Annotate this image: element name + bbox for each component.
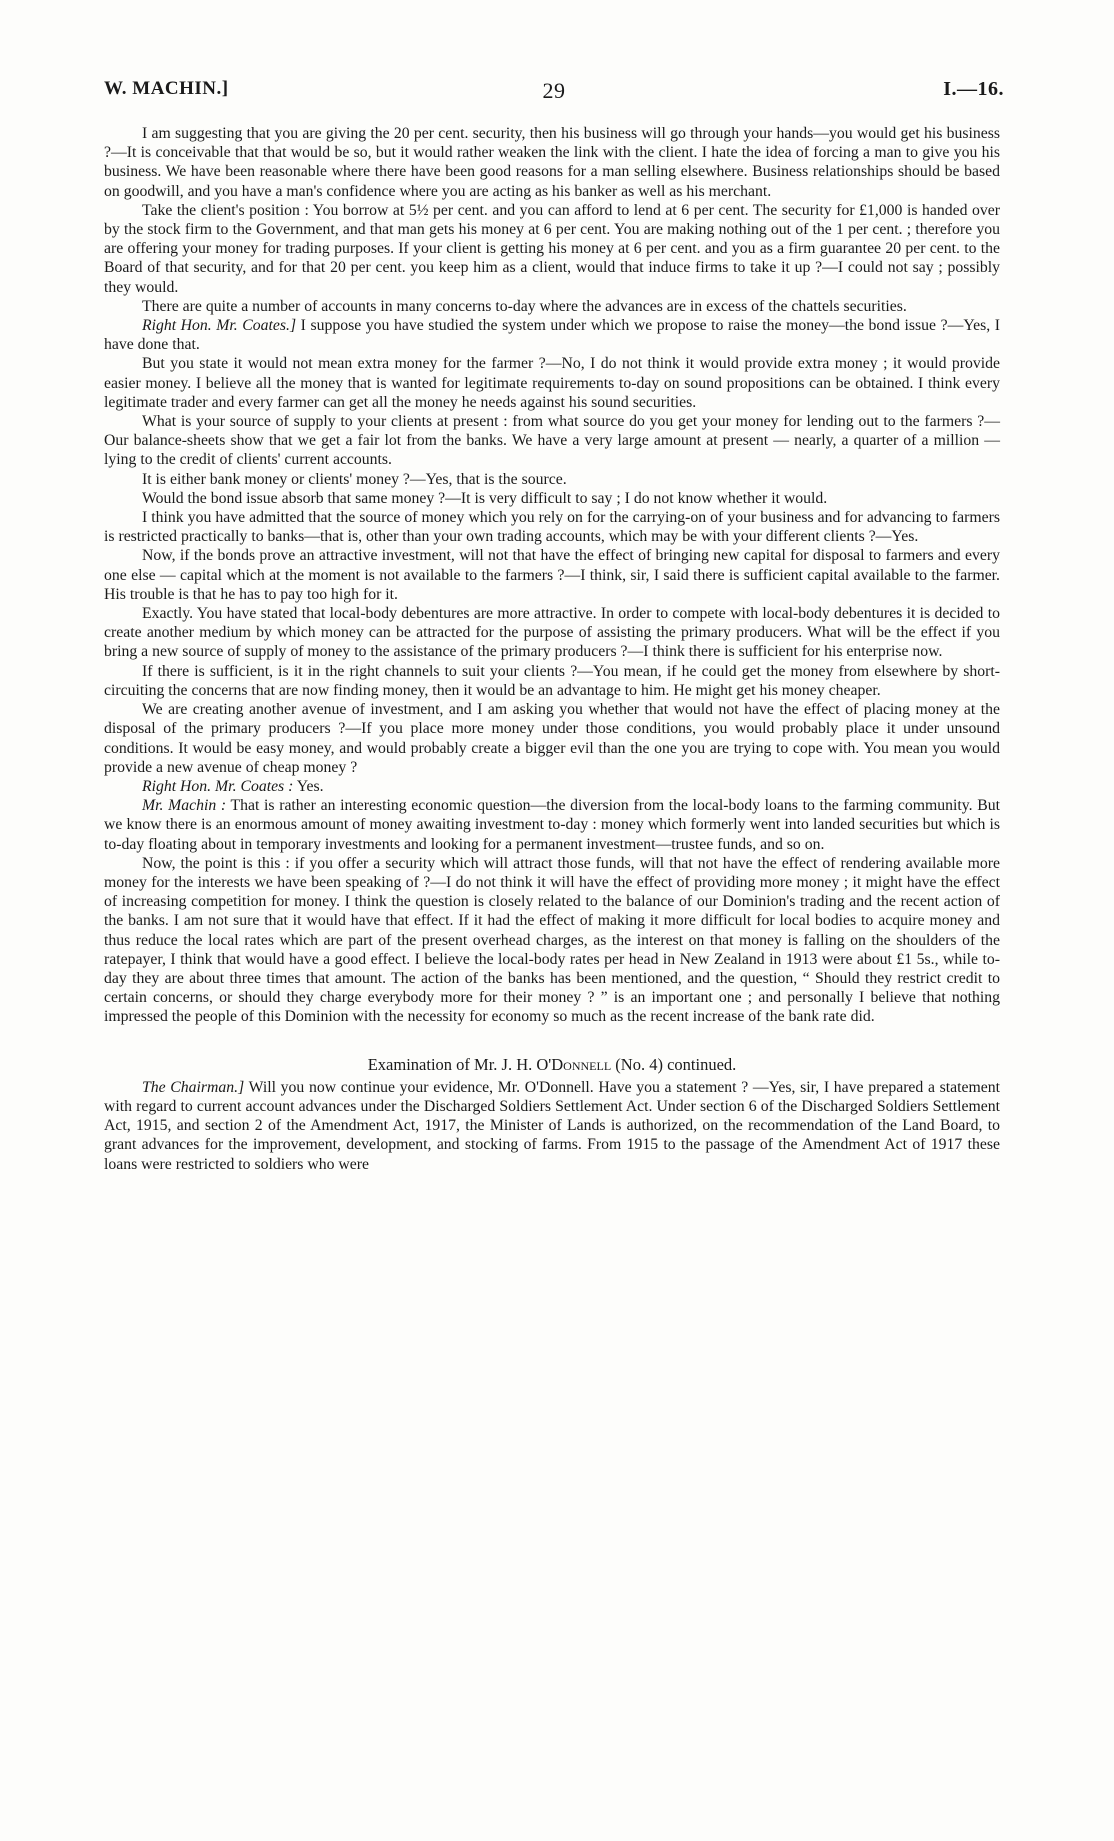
header-witness-name: W. MACHIN.] — [104, 78, 229, 99]
paragraph — [104, 854, 1000, 1027]
paragraph — [104, 470, 1000, 489]
paragraph — [104, 777, 1000, 796]
paragraph — [104, 700, 1000, 777]
paragraph-text: I am suggesting that you are giving the 20 per cent. security, then his business will go through your hands—you would get his business ?—It is conceivable that that would be so, but it would rather weaken the link with the client. I hate the idea of forcing a man to give you his business. We have been reasonable where there have been good reasons for a man selling elsewhere. Business relationships should be based on goodwill, and you have a man's confidence where you are acting as his banker as well as his merchant. — [104, 125, 1000, 200]
paragraph-text: Take the client's position : You borrow at 5½ per cent. and you can afford to lend at 6 per cent. The security for £1,000 is handed over by the stock firm to the Government, and that man gets his money at 6 per cent. You are making nothing out of the 1 per cent. ; therefore you are offering your money for trading purposes. If your client is getting his money at 6 per cent. and you as a firm guarantee 20 per cent. to the Board of that security, and for that 20 per cent. you keep him as a client, would that induce firms to take it up ?—I could not say ; possibly they would. — [104, 201, 1000, 296]
paragraph — [104, 354, 1000, 412]
paragraph — [104, 124, 1000, 201]
paragraph-text: Will you now continue your evidence, Mr. O'Donnell. Have you a statement ? —Yes, sir, I have prepared a statement with regard to current account advances under the Discharged Soldiers Settlement Act. Under section 6 of the Discharged Soldiers Settlement Act, 1915, and section 2 of the Amendment Act, 1917, the Minister of Lands is authorized, on the recommendation of the Land Board, to grant advances for the improvement, development, and stocking of farms. From 1915 to the passage of the Amendment Act of 1917 these loans were restricted to soldiers who were — [104, 1078, 1000, 1173]
paragraph-text: Yes. — [293, 777, 324, 795]
paragraph-text: It is either bank money or clients' money ?—Yes, that is the source. — [142, 470, 567, 488]
heading-witness-name: O'Donnell — [536, 1054, 612, 1074]
speaker-lead: Right Hon. Mr. Coates.] — [142, 317, 297, 335]
paragraph-text: I think you have admitted that the source of money which you rely on for the carrying-on of your business and for advancing to farmers is restricted practically to banks—that is, other than your own trading accounts, which may be with your different clients ?—Yes. — [104, 509, 1000, 546]
paragraph — [104, 546, 1000, 604]
paragraph-text: I suppose you have studied the system under which we propose to raise the money—the bond issue ?—Yes, I have done that. — [104, 317, 1000, 354]
paragraph — [104, 1078, 1000, 1174]
paragraph — [104, 201, 1000, 297]
paragraph-text: That is rather an interesting economic question—the diversion from the local-body loans to the farming community. But we know there is an enormous amount of money awaiting investment to-day : money which formerly went into landed securities but which is to-day floating about in temporary investments and looking for a permanent investment—trustee funds, and so on. — [104, 797, 1000, 853]
paragraph — [104, 796, 1000, 854]
paragraph-text: Now, if the bonds prove an attractive investment, will not that have the effect of bringing new capital for disposal to farmers and every one else — capital which at the moment is not available to the farmers ?—I think, sir, I said there is sufficient capital available to the farmer. His trouble is that he has to pay too high for it. — [104, 547, 1000, 603]
paragraph-text: There are quite a number of accounts in many concerns to-day where the advances are in excess of the chattels securities. — [142, 297, 907, 315]
section-heading — [104, 1055, 1000, 1074]
speaker-lead: The Chairman.] — [142, 1078, 245, 1096]
paragraph — [104, 662, 1000, 700]
page-number: 29 — [542, 78, 566, 103]
paragraph — [104, 412, 1000, 470]
speaker-lead: Mr. Machin : — [142, 797, 227, 815]
heading-prefix: Examination of Mr. J. H. — [367, 1054, 537, 1074]
paragraph — [104, 604, 1000, 662]
paragraph-text: We are creating another avenue of investment, and I am asking you whether that would not have the effect of placing money at the disposal of the primary producers ?—If you place more money under those conditions, you would probably place it under unsound conditions. It would be easy money, and would probably create a bigger evil than the one you are trying to cope with. You mean you would provide a new avenue of cheap money ? — [104, 701, 1000, 776]
heading-suffix: (No. 4) continued. — [611, 1054, 737, 1074]
speaker-lead: Right Hon. Mr. Coates : — [142, 777, 294, 795]
paragraph-text: What is your source of supply to your clients at present : from what source do you get your money for lending out to the farmers ?—Our balance-sheets show that we get a fair lot from the banks. We have a very large amount at present — nearly, a quarter of a million — lying to the credit of clients' current accounts. — [104, 413, 1000, 469]
paragraph-text: Would the bond issue absorb that same money ?—It is very difficult to say ; I do not know whether it would. — [142, 489, 828, 507]
page-header — [104, 78, 1004, 108]
paragraph — [104, 508, 1000, 546]
paragraph — [104, 297, 1000, 316]
paragraph — [104, 316, 1000, 354]
paragraph-text: Now, the point is this : if you offer a security which will attract those funds, will that not have the effect of rendering available more money for the interests we have been speaking of ?—I do not think it will have the effect of providing more money ; it might have the effect of increasing competition for money. I think the question is closely related to the balance of our Dominion's trading and the recent action of the banks. I am not sure that it would have that effect. If it had the effect of making it more difficult for local bodies to acquire money and thus reduce the local rates which are part of the present overhead charges, as the interest on that money is falling on the shoulders of the ratepayer, I think that would have a good effect. I believe the local-body rates per head in New Zealand in 1913 were about £1 5s., while to-day they are about three times that amount. The action of the banks has been mentioned, and the question, “ Should they restrict credit to certain concerns, or should they charge everybody more for their money ? ” is an important one ; and personally I believe that nothing impressed the people of this Dominion with the necessity for economy so much as the recent increase of the bank rate did. — [104, 854, 1000, 1026]
paragraph-text: Exactly. You have stated that local-body debentures are more attractive. In order to compete with local-body debentures it is decided to create another medium by which money can be attracted for the purpose of assisting the primary producers. What will be the effect if you bring a new source of supply of money to the assistance of the primary producers ?—I think there is sufficient for his enterprise now. — [104, 605, 1000, 661]
body-text — [104, 124, 1000, 1174]
header-document-reference: I.—16. — [943, 78, 1004, 100]
paragraph-text: If there is sufficient, is it in the right channels to suit your clients ?—You mean, if he could get the money from elsewhere by short-circuiting the concerns that are now finding money, then it would be an advantage to him. He might get his money cheaper. — [104, 662, 1000, 699]
paragraph-text: But you state it would not mean extra money for the farmer ?—No, I do not think it would provide extra money ; it would provide easier money. I believe all the money that is wanted for legitimate requirements to-day on sound propositions can be obtained. I think every legitimate trader and every farmer can get all the money he needs against his sound securities. — [104, 355, 1000, 411]
paragraph — [104, 489, 1000, 508]
